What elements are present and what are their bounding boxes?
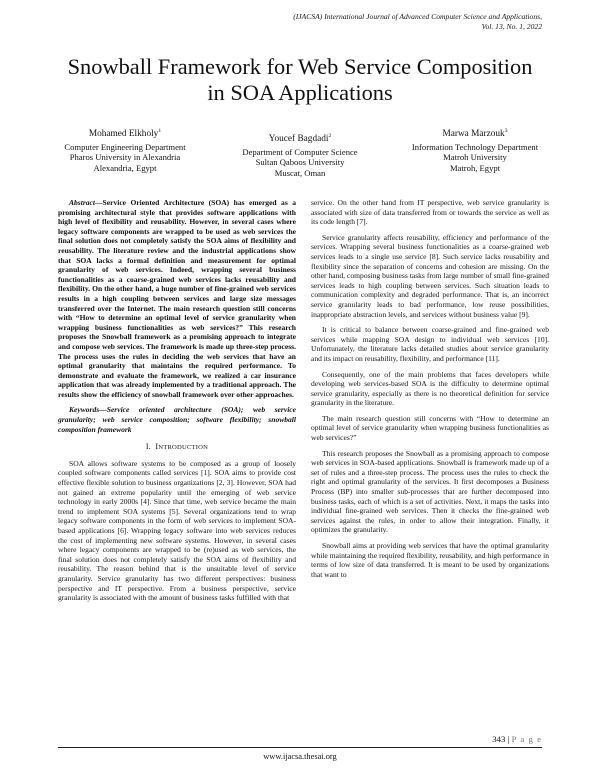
author-location: Muscat, Oman: [274, 167, 326, 178]
author-2: [215, 131, 385, 178]
journal-header: [222, 12, 542, 31]
page-number: 343 | P a g e: [492, 734, 542, 744]
journal-name: (IJACSA) International Journal of Advanced Computer Science and Applications,: [293, 12, 542, 21]
footer-url[interactable]: www.ijacsa.thesai.org: [263, 752, 337, 761]
author-organization: Matroh University: [443, 152, 507, 163]
author-1: [40, 126, 210, 173]
author-organization: Sultan Qaboos University: [255, 157, 345, 168]
author-department: Information Technology Department: [411, 141, 539, 152]
author-location: Alexandria, Egypt: [93, 162, 157, 173]
author-department: Department of Computer Science: [242, 146, 358, 157]
body-paragraph: service. On the other hand from IT perspective, web service granularity is associated with size of data transferred from or towards the service as well as its code length [7].: [311, 198, 549, 227]
paper-title-line2: in SOA Applications: [207, 80, 393, 105]
keywords: Keywords—Service oriented architecture (SOA); web service granularity; web service composition; software flexibility; snowball composition framework: [58, 405, 296, 434]
author-name: Marwa Marzouk$^3$: [442, 128, 508, 140]
body-paragraph: The main research question still concerns with “How to determine an optimal level of service granularity when wrapping business functionalities as web services?”: [311, 413, 549, 443]
author-location: Matroh, Egypt: [449, 162, 501, 173]
author-department: Computer Engineering Department: [64, 141, 186, 152]
author-name: Mohamed Elkholy$^1$: [88, 128, 162, 140]
paper-title-line1: Snowball Framework for Web Service Composition: [67, 54, 533, 79]
body-paragraph: Snowball aims at providing web services that have the optimal granularity while maintaining the required flexibility, reusability, and high performance in terms of low size of data transferred. It is meant to be used by organizations that want to: [311, 541, 549, 579]
author-name: Youcef Bagdadi$^2$: [268, 133, 332, 145]
footer-divider: [58, 747, 542, 748]
body-paragraph: It is critical to balance between coarse-grained and fine-grained web services while mapping SOA design to individual web services [10]. Unfortunately, the literature lacks detailed studies about service granularity and its impact on reusability, flexibility, and performance [11].: [311, 325, 549, 363]
abstract: Abstract—Service Oriented Architecture (SOA) has emerged as a promising architectural style that provides software applications with high level of flexibility and reusability. However, in several cases where legacy software components are wrapped to be used as web services the final solution does not completely satisfy the SOA aims of flexibility and reusability. The literature review and the industrial applications show that SOA lacks a formal definition and measurement for optimal granularity of web services. Indeed, wrapping several business functionalities as a coarse-grained web services lacks reusability and flexibility. On the other hand, a huge number of fine-grained web services results in a high coupling between services and large size messages transferred over the Internet. The main research question still concerns with “How to determine an optimal level of service granularity when wrapping business functionalities as web services?” This research proposes the Snowball framework as a promising approach to integrate and compose web services. The framework is made up three-step process. The process uses the rules in deciding the web services that have an optimal granularity that maintains the required performance. To demonstrate and evaluate the framework, we realized a car insurance application that was already implemented by a traditional approach. The results show the efficiency of snowball framework over other approaches.: [58, 198, 296, 399]
body-paragraph: Consequently, one of the main problems that faces developers while developing web services-based SOA is the difficulty to determine optimal service granularity, especially as there is no theoretical definition for service granularity in the literature.: [311, 369, 549, 408]
body-paragraph: Service granularity affects reusability, efficiency and performance of the services. Wrapping several business functionalities as a coarse-grained web services leads to a single use service [8]. Such service lacks reusability and flexibility since the separation of concerns and cohesion are missing. On the other hand, composing business tasks from large number of small fine-grained services leads to high coupling between services. Such situation leads to communication complexity and degraded performance. That is, an incorrect service granularity leads to bad performance, low reuse possibilities, inappropriate abstraction levels, and services without business value [9].: [311, 232, 549, 319]
author-3: [390, 126, 560, 173]
intro-paragraph: SOA allows software systems to be composed as a group of loosely coupled software components called services [1]. SOA aims to provide cost effective flexible solution to business organizations [2, 3]. However, SOA had not gained an extreme popularity until the emerging of web service technology in early 2000s [4]. Since that time, web service became the main trend to implement SOA systems [5]. Several organizations tend to wrap legacy software components in the form of web services to implement SOA-based applications [6]. Wrapping legacy software into web services reduces the cost of implementing new software systems. However, in several cases where legacy components are wrapped to be (re)used as web services, the final solution does not completely satisfy the SOA aims of flexibility and reusability. The reason behind that is the unsuitable level of service granularity. Service granularity has two different perspectives: business perspective and IT perspective. From a business perspective, service granularity is associated with the amount of business tasks fulfilled with that: [58, 458, 296, 603]
section-heading-introduction: I. INTRODUCTION: [145, 442, 209, 452]
right-column: [311, 198, 549, 585]
body-paragraph: This research proposes the Snowball as a promising approach to compose web services in SOA-based applications. Snowball is framework made up of a set of rules and a three-step process. The process uses the rules to check the right and optimal granularity of the services. It first decomposes a Business Process (BP) into smaller sub-processes that are further decomposed into business tasks, each of which is a set of activities. Next, it maps the tasks into individual fine-grained web services. Then it checks the fine-grained web services against the rules, in order to allow their integration. Finally, it optimizes the granularity.: [311, 448, 549, 535]
left-column: [58, 198, 296, 609]
author-organization: Pharos University in Alexandria: [69, 152, 181, 163]
paper-title: [40, 54, 560, 106]
journal-volume: Vol. 13, No. 1, 2022: [481, 21, 542, 31]
